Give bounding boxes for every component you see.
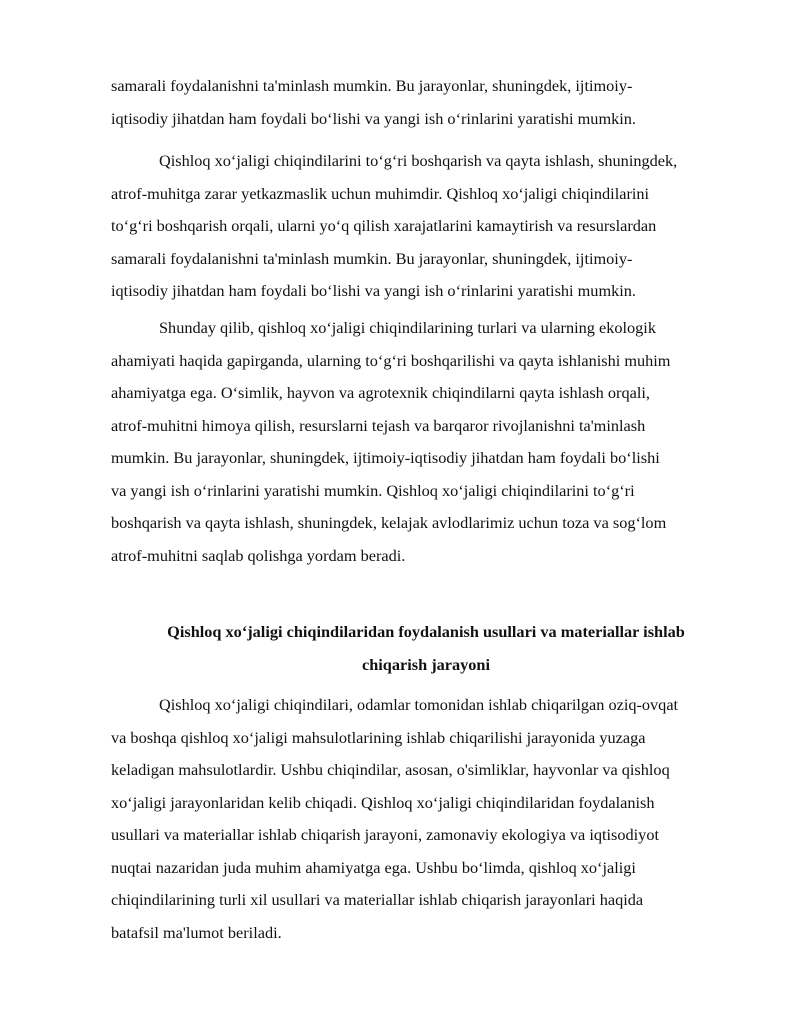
paragraph-line: samarali foydalanishni ta'minlash mumkin. Bu jarayonlar, shuningdek, ijtimoiy-	[111, 76, 633, 95]
paragraph-waste-management	[111, 145, 741, 308]
section-heading	[111, 616, 741, 681]
paragraph-line: mumkin. Bu jarayonlar, shuningdek, ijtimoiy-iqtisodiy jihatdan ham foydali bo‘lishi	[111, 448, 660, 467]
paragraph-line: xo‘jaligi jarayonlaridan kelib chiqadi. Qishloq xo‘jaligi chiqindilaridan foydalanish	[111, 792, 655, 812]
paragraph-line: Qishloq xo‘jaligi chiqindilarini to‘g‘ri boshqarish va qayta ishlash, shuningdek,	[159, 151, 678, 170]
paragraph-line: chiqindilarining turli xil usullari va materiallar ishlab chiqarish jarayonlari haqida	[111, 890, 644, 909]
paragraph-continuation	[111, 70, 741, 135]
paragraph-line: Qishloq xo‘jaligi chiqindilari, odamlar tomonidan ishlab chiqarilgan oziq-ovqat	[159, 695, 679, 714]
paragraph-line: iqtisodiy jihatdan ham foydali bo‘lishi va yangi ish o‘rinlarini yaratishi mumkin.	[111, 281, 636, 300]
paragraph-conclusion	[111, 312, 741, 572]
paragraph-line: usullari va materiallar ishlab chiqarish jarayoni, zamonaviy ekologiya va iqtisodiyot	[111, 825, 659, 844]
paragraph-line: va yangi ish o‘rinlarini yaratishi mumkin. Qishloq xo‘jaligi chiqindilarini to‘g‘ri	[111, 480, 635, 500]
paragraph-line: boshqarish va qayta ishlash, shuningdek, kelajak avlodlarimiz uchun toza va sog‘lom	[111, 513, 667, 532]
paragraph-line: ahamiyati haqida gapirganda, ularning to‘g‘ri boshqarilishi va qayta ishlanishi muhim	[111, 350, 671, 370]
paragraph-line: va boshqa qishloq xo‘jaligi mahsulotlarining ishlab chiqarilishi jarayonida yuzaga	[111, 727, 646, 747]
paragraph-line: to‘g‘ri boshqarish orqali, ularni yo‘q qilish xarajatlarini kamaytirish va resurslardan	[111, 216, 657, 235]
paragraph-line: ahamiyatga ega. O‘simlik, hayvon va agrotexnik chiqindilarni qayta ishlash orqali,	[111, 383, 650, 402]
heading-line: chiqarish jarayoni	[361, 654, 490, 674]
paragraph-line: Shunday qilib, qishloq xo‘jaligi chiqindilarining turlari va ularning ekologik	[159, 318, 656, 337]
paragraph-line: nuqtai nazaridan juda muhim ahamiyatga ega. Ushbu bo‘limda, qishloq xo‘jaligi	[111, 857, 636, 877]
paragraph-line: batafsil ma'lumot beriladi.	[111, 922, 282, 942]
paragraph-line: keladigan mahsulotlardir. Ushbu chiqindilar, asosan, o'simliklar, hayvonlar va qishloq	[111, 760, 670, 779]
paragraph-line: iqtisodiy jihatdan ham foydali bo‘lishi va yangi ish o‘rinlarini yaratishi mumkin.	[111, 108, 636, 128]
paragraph-section-intro	[111, 689, 741, 949]
paragraph-line: atrof-muhitga zarar yetkazmaslik uchun muhimdir. Qishloq xo‘jaligi chiqindilarini	[111, 183, 650, 203]
paragraph-line: atrof-muhitni himoya qilish, resurslarni tejash va barqaror rivojlanishni ta'minlash	[111, 415, 646, 435]
heading-line: Qishloq xo‘jaligi chiqindilaridan foydalanish usullari va materiallar ishlab	[167, 622, 685, 641]
paragraph-line: samarali foydalanishni ta'minlash mumkin. Bu jarayonlar, shuningdek, ijtimoiy-	[111, 248, 633, 268]
paragraph-line: atrof-muhitni saqlab qolishga yordam beradi.	[111, 545, 406, 565]
